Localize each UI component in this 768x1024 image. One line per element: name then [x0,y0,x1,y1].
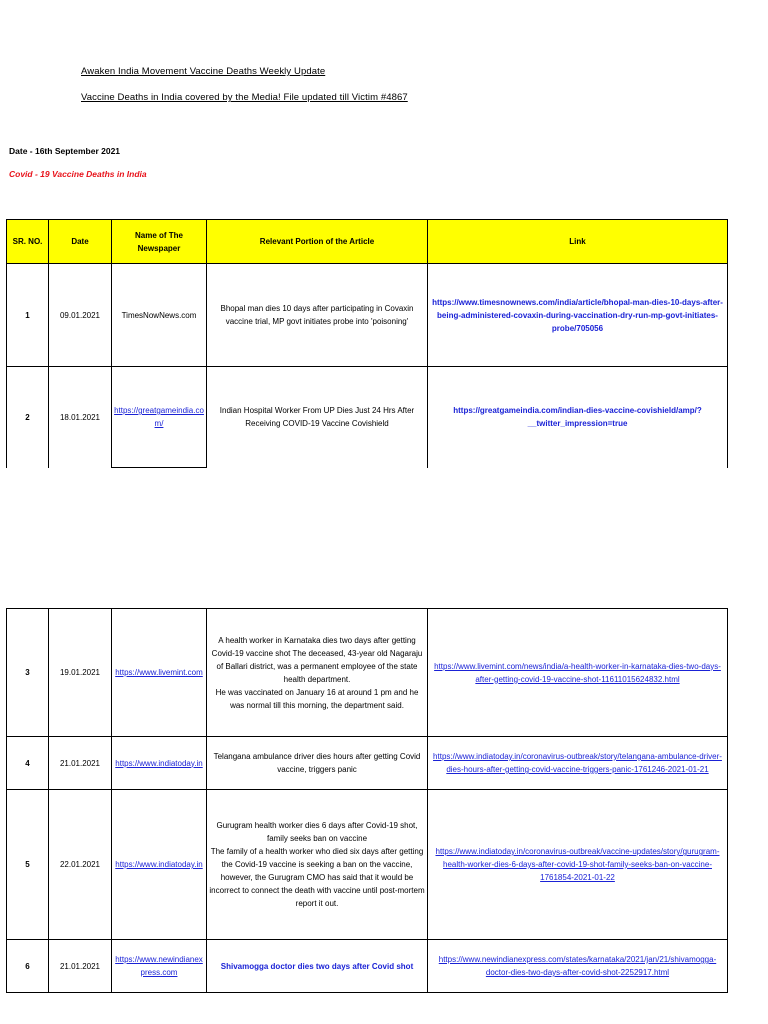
table-row [7,367,728,468]
report-date: Date - 16th September 2021 [9,146,121,156]
row-sr-no: 2 [7,367,49,468]
row-link[interactable]: https://greatgameindia.com/indian-dies-vaccine-covishield/amp/?__twitter_impression=true [428,367,728,468]
row-link[interactable]: https://www.timesnownews.com/india/article/bhopal-man-dies-10-days-after-being-administered-covaxin-during-vaccination-dry-run-mp-govt-initiates-probe/705056 [428,264,728,367]
row-newspaper-cell [112,609,207,737]
document-title: Awaken India Movement Vaccine Deaths Weekly Update [81,66,326,77]
row-sr-no: 6 [7,940,49,993]
row-link-cell [428,790,728,940]
row-newspaper-cell [112,367,207,468]
row-newspaper-cell [112,737,207,790]
row-link-cell [428,737,728,790]
row-sr-no: 3 [7,609,49,737]
column-header-article: Relevant Portion of the Article [207,220,428,264]
row-article: Shivamogga doctor dies two days after Covid shot [207,940,428,993]
row-date: 21.01.2021 [49,940,112,993]
row-sr-no: 4 [7,737,49,790]
row-date: 22.01.2021 [49,790,112,940]
row-article: A health worker in Karnataka dies two days after getting Covid-19 vaccine shot The deceased, 43-year old Nagaraju of Ballari district, was a permanent employee of the state health department. He was vaccinated on January 16 at around 1 pm and he was normal till this morning, the department said. [207,609,428,737]
row-article: Telangana ambulance driver dies hours after getting Covid vaccine, triggers panic [207,737,428,790]
row-link[interactable]: https://www.livemint.com/news/india/a-health-worker-in-karnataka-dies-two-days-after-getting-covid-19-vaccine-shot-11611015624832.html [434,661,721,684]
table-row [7,737,728,790]
table-row [7,609,728,737]
row-date: 19.01.2021 [49,609,112,737]
row-sr-no: 1 [7,264,49,367]
document-subtitle-update: Vaccine Deaths in India covered by the Media! File updated till Victim #4867 [81,92,408,103]
row-link-cell [428,609,728,737]
row-link[interactable]: https://www.indiatoday.in/coronavirus-outbreak/vaccine-updates/story/gurugram-health-worker-dies-6-days-after-covid-19-shot-family-seeks-ban-on-vaccine-1761854-2021-01-22 [435,847,720,882]
row-newspaper-link[interactable]: https://www.livemint.com [115,668,203,677]
row-date: 18.01.2021 [49,367,112,468]
row-newspaper-link[interactable]: https://greatgameindia.com/ [114,406,204,428]
row-newspaper-link[interactable]: https://www.newindianexpress.com [115,955,203,977]
row-link[interactable]: https://www.indiatoday.in/coronavirus-outbreak/story/telangana-ambulance-driver-dies-hours-after-getting-covid-vaccine-triggers-panic-1761246-2021-01-21 [433,752,722,774]
row-article: Bhopal man dies 10 days after participating in Covaxin vaccine trial, MP govt initiates probe into 'poisoning' [207,264,428,367]
section-title: Covid - 19 Vaccine Deaths in India [9,169,147,179]
column-header-newspaper: Name of The Newspaper [112,220,207,264]
row-newspaper-cell [112,940,207,993]
column-header-date: Date [49,220,112,264]
row-link-cell [428,940,728,993]
row-newspaper: TimesNowNews.com [112,264,207,367]
column-header-link: Link [428,220,728,264]
table-row [7,790,728,940]
table-row [7,940,728,993]
row-sr-no: 5 [7,790,49,940]
row-date: 21.01.2021 [49,737,112,790]
row-date: 09.01.2021 [49,264,112,367]
vaccine-deaths-table-part1 [6,219,728,468]
row-article: Gurugram health worker dies 6 days after Covid-19 shot, family seeks ban on vaccine The family of a health worker who died six days after getting the Covid-19 vaccine is seeking a ban on the vaccine, however, the Gurugram CMO has said that it would be incorrect to connect the death with vaccine until post-mortem report it out. [207,790,428,940]
vaccine-deaths-table-part2 [6,608,728,993]
row-link[interactable]: https://www.newindianexpress.com/states/karnataka/2021/jan/21/shivamogga-doctor-dies-two-days-after-covid-shot-2252917.html [438,955,717,977]
column-header-sr-no: SR. NO. [7,220,49,264]
row-newspaper-link[interactable]: https://www.indiatoday.in [115,860,203,869]
row-article: Indian Hospital Worker From UP Dies Just 24 Hrs After Receiving COVID-19 Vaccine Covishield [207,367,428,468]
table-row [7,264,728,367]
row-newspaper-cell [112,790,207,940]
row-newspaper-link[interactable]: https://www.indiatoday.in [115,758,203,768]
table-header-row [7,220,728,264]
